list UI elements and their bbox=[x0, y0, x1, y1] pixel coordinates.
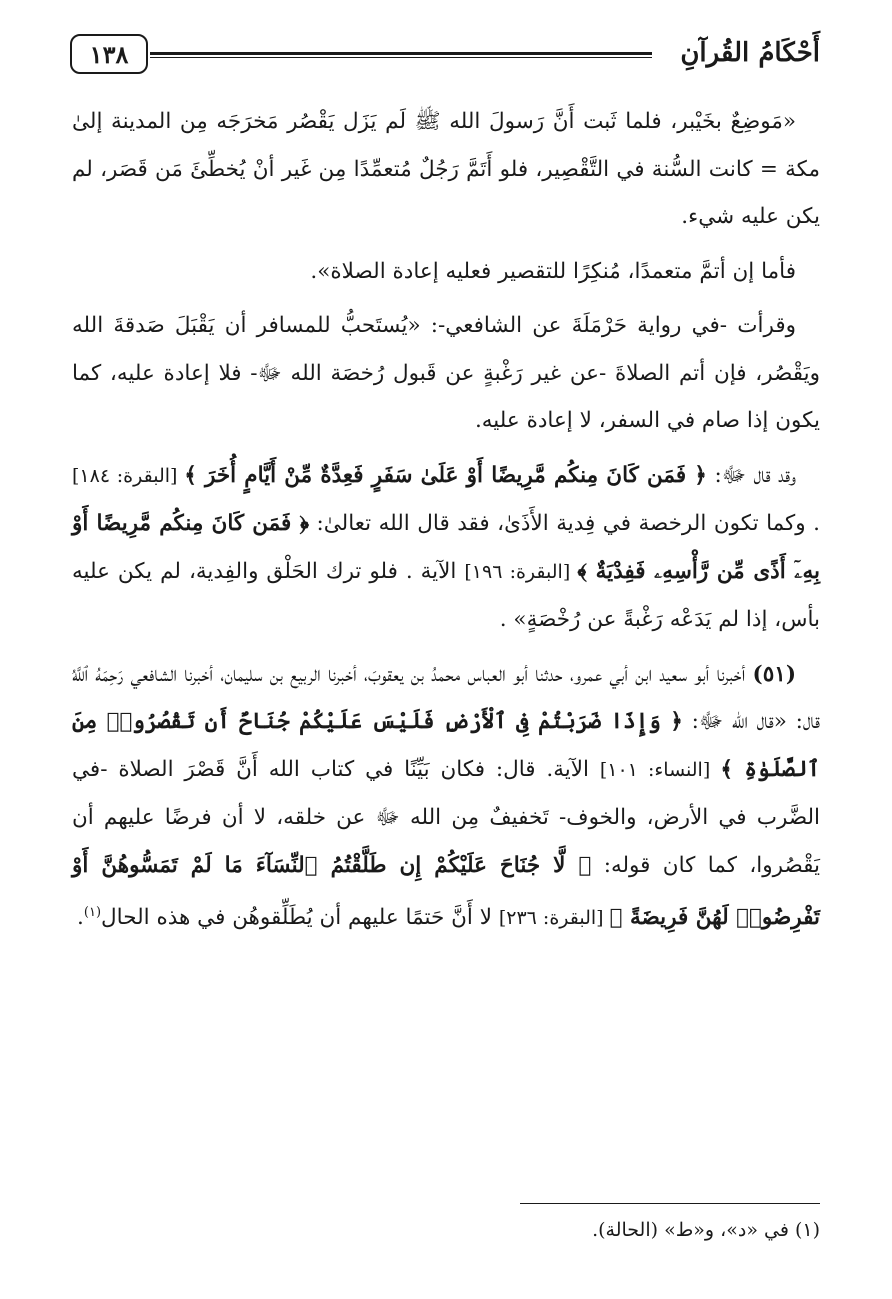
paragraph-5 bbox=[72, 651, 820, 943]
footnote-text: (١) في «د»، و«ط» (الحالة). bbox=[592, 1219, 820, 1241]
header-divider bbox=[150, 52, 652, 58]
paragraph-1 bbox=[72, 98, 820, 241]
paragraph-3-text: وقرأت -في رواية حَرْمَلَةَ عن الشافعي-: «يُستَحبُّ للمسافر أن يَقْبَلَ صَدقةَ الله ويَقْصُر، فإن أتم الصلاةَ -عن غير رَغْبةٍ عن قَبول رُخصَة الله ﷻ- فلا إعادة عليه، كما يكون إذا صام في السفر، لا إعادة عليه. bbox=[72, 313, 820, 433]
page-number: ١٣٨ bbox=[70, 34, 148, 74]
verse-reference-3: [النساء: ١٠١] bbox=[599, 758, 721, 781]
running-title: أَحْكَامُ القُرآنِ bbox=[680, 38, 820, 68]
narration-number: (٥١) bbox=[752, 661, 796, 687]
quran-verse: ﴿ فَمَن كَانَ مِنكُم مَّرِيضًا أَوْ عَلَىٰ سَفَرٍ فَعِدَّةٌ مِّنْ أَيَّامٍ أُخَرَ ﴾ bbox=[184, 462, 707, 488]
paragraph-3 bbox=[72, 302, 820, 445]
verse-reference-2: [البقرة: ١٩٦] bbox=[464, 560, 578, 583]
quran-verse-4: ﴿ لَّا جُنَاحَ عَلَيْكُمْ إِن طَلَّقْتُمُ ٱلنِّسَآءَ مَا لَمْ تَمَسُّوهُنَّ أَوْ تَفْرِضُوا۟ لَهُنَّ فَرِيضَةً ﴾ bbox=[72, 852, 820, 931]
paragraph-5-text: أخبرنا أبو سعيد ابن أبي عمرو، حدثنا أبو العباس محمدُ بن يعقوبَ، أخبرنا الربيع بن سليمان، أخبرنا الشافعي رَحِمَهُ ٱللَّهُ قال: «قال الله ﷻ: bbox=[72, 661, 820, 734]
verse-reference: [البقرة: ١٨٤] bbox=[72, 464, 185, 487]
quran-verse-2: ﴿ فَمَن كَانَ مِنكُم مَّرِيضًا أَوْ بِهِۦٓ أَذًى مِّن رَّأْسِهِۦ فَفِدْيَةٌ ﴾ bbox=[72, 511, 820, 584]
paragraph-5-suffix-2: لا أَنَّ حَتمًا عليهم أن يُطَلِّقوهُن في هذه الحال bbox=[101, 905, 499, 931]
paragraph-4-suffix: الآية . فلو ترك الحَلْق والفِدية، لم يكن عليه بأس، إذا لم يَدَعْه رَغْبةً عن رُخْصَةٍ» . bbox=[72, 558, 820, 632]
paragraph-4 bbox=[72, 452, 820, 644]
verse-reference-4: [البقرة: ٢٣٦] bbox=[498, 907, 610, 930]
paragraph-5-end: . bbox=[77, 905, 84, 931]
footnote bbox=[72, 1214, 820, 1246]
paragraph-5-suffix: الآية. قال: فكان بَيِّنًا في كتاب الله أَنَّ قَصْرَ الصلاة -في الضَّرب في الأرض، والخوف- تَخفيفٌ مِن الله ﷻ عن خلقه، لا أن فرضًا عليهم أن يَقْصُروا، كما كان قوله: bbox=[72, 756, 820, 878]
page-header bbox=[70, 32, 820, 86]
paragraph-4-prefix: وقد قال ﷻ: bbox=[706, 462, 797, 488]
quran-verse-3: ﴿ وَإِذَا ضَرَبْتُمْ فِى ٱلْأَرْضِ فَلَيْسَ عَلَيْكُمْ جُنَاحٌ أَن تَقْصُرُوا۟ مِنَ ٱلصَّلَوٰةِ ﴾ bbox=[72, 709, 821, 782]
paragraph-2 bbox=[72, 248, 820, 296]
paragraph-2-text: فأما إن أتمَّ متعمدًا، مُنكِرًا للتقصير فعليه إعادة الصلاة». bbox=[310, 258, 796, 284]
page-body bbox=[72, 98, 820, 950]
footnote-marker[interactable]: (١) bbox=[83, 905, 102, 920]
paragraph-1-text: «مَوضِعٌ بخَيْبر، فلما ثَبت أَنَّ رَسولَ الله ﷺ لَم يَزَل يَقْصُر مَخرَجَه مِن المدينة إلىٰ مكة = كانت السُّنة في التَّقْصِير، فلو أَتَمَّ رَجُلٌ مُتعمِّدًا مِن غَير أنْ يُخطِّئَ مَن قَصَر، لم يكن عليه شيء. bbox=[72, 109, 820, 229]
paragraph-4-middle: . وكما تكون الرخصة في فِدية الأَذَىٰ، فقد قال الله تعالىٰ: bbox=[309, 511, 820, 536]
footnote-divider bbox=[520, 1203, 820, 1204]
